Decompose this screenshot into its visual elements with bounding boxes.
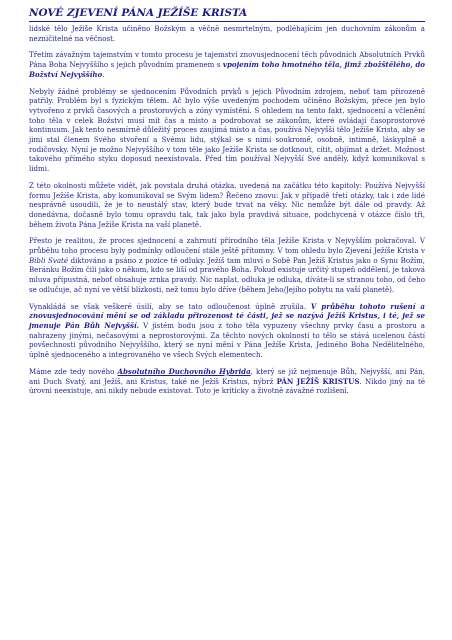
paragraph-7-middle: , který se již nejmenuje Bůh, Nejvyšší, ani Pán, ani Duch Svatý, ani Ježíš, ani Kristus, také ne Ježíš Kristus, nýbrž (29, 366, 425, 386)
document-page (29, 7, 425, 403)
paragraph-1: lidské tělo Ježíše Krista učiněno Božským a věčně nesmrtelným, podléhajícím jen duchovním zákonům a nezničitelné na věčnost. (29, 24, 425, 43)
paragraph-7-hybrid-term: Absolutního Duchovního Hybrida (117, 366, 251, 376)
paragraph-7-text: Máme zde tedy nového (29, 366, 118, 376)
paragraph-4: Z této okolnosti můžete vidět, jak povstala druhá otázka, uvedená na začátku této kapitoly: Používá Nejvyšší formu Ježíše Krista, aby komunikoval se Svým lidem? Řečeno znovu: Jak v případě třetí otázky, tak i zde lidé nesprávně usoudili, že je to neustálý stav, který bude trvat na věky. Nic nemůže být dále od pravdy. Až donedávna, dočasně bylo tomu opravdu tak, tak jako byla pravdivá situace, podchycená v otázce číslo tři, během života Pána Ježíše Krista na vaší planetě. (29, 180, 425, 229)
paragraph-6-rest: V jistém bodu jsou z toho těla vypuzeny všechny prvky času a prostoru a nahrazeny jinými, nečasovými a neprostorovými. Za těchto nových okolností to tělo se stává ucelenou částí povšechnosti původního Nejvyššího, který se nyní mění v Pána Ježíše Krista, Jediného Boha Nedělitelného, úplně sjednoceného a integrovaného ve všech Svých elementech. (29, 320, 425, 360)
paragraph-5 (29, 236, 425, 294)
paragraph-5-rest: diktováno a psáno z pozice té odluky. Ježíš tam mluví o Sobě Pan Ježíš Kristus jako o Synu Božím, Beránku Božím čili jako o někom, kdo se liší od pravého Boha. Pokud existuje určitý stupeň oddělení, je taková mluva přípustná, neboť obsahuje zrnka pravdy. Nic naplat, odluka je odluka, díváte-li se stranou toho, od čeho se odlučuje, ač nyní ve větší blízkosti, než tomu bylo dříve (během Jeho/Jejího pobytu na vaší planetě). (29, 255, 425, 294)
paragraph-2 (29, 50, 425, 79)
paragraph-7-lord-name: PÁN JEŽÍŠ KRISTUS (276, 376, 360, 386)
paragraph-2-emphasis: vpojením toho hmotného těla, jimž zbožštělého, do Božství Nejvyššího (29, 60, 426, 79)
paragraph-5-text: Přesto je realitou, že proces sjednocení a zahrnutí přírodního těla Ježíše Krista v Nejvyšším pokračoval. V průběhu toho procesu byly podmínky odloučení stále ještě přítomny. V tom ohledu bylo Zjevení Ježíše Krista v (29, 236, 425, 256)
paragraph-6-emphasis: V průběhu tohoto rušení a znovusjednocování mění se od základu přirozenost té části, jež se nazývá Ježíš Kristus, i té, jež se jmenuje Pán Bůh Nejvyšší. (29, 301, 425, 330)
paragraph-2-end: . (102, 69, 105, 79)
paragraph-3: Nebyly žádné problémy se sjednocením Původních prvků s jejich Původním zdrojem, neboť tam přirozeně patřily. Problém byl s fyzickým tělem. Ač bylo výše uvedeným pochodem učiněno Božským, přece jen bylo vytvořeno z prvků časových a prostorových a zóny vymístění. S ohledem na tento fakt, sjednocení a včlenění toho těla v celek Božství musí mít čas a místo a podrobovat se zákonům, které ovládají časoprostorové kontinuum. Jak tento nesmírně důležitý proces zaujímá místo a čas, používá Nejvyšší tělo Ježíše Krista, aby se jimi stal členem Svého stvoření a Svému lidu, stýkal se s nimi soukromě, osobně, intimně, láskyplně a rodičovsky. Nyní je možno Nejvyššího v tom těle jako Ježíše Krista se dotknout, cítit, objímat a držet. Možnost takového přímého styku doposud neexistovala. Před tím používal Nejvyšší Své anděly, když komunikoval s lidmi. (29, 86, 425, 174)
paragraph-2-text: Třetím závažným tajemstvím v tomto procesu je tajemství znovusjednocení těch původních Absolutních Prvků Pána Boha Nejvyššího s jejich původním pramenem s (29, 50, 425, 70)
page-header: NOVÉ ZJEVENÍ PÁNA JEŽÍŠE KRISTA (29, 7, 425, 22)
paragraph-6 (29, 302, 425, 360)
paragraph-7-end: . Nikdo jiný na té úrovni neexistuje, ani nikdy nebude existovat. Toto je kriticky a životně závažné rozlišení. (29, 376, 426, 396)
paragraph-6-text: Vynakládá se však veškeré úsilí, aby se tato odloučenost úplně zrušila. (29, 301, 311, 311)
paragraph-7 (29, 367, 425, 396)
paragraph-5-bible-title: Bibli Svaté (29, 255, 69, 265)
